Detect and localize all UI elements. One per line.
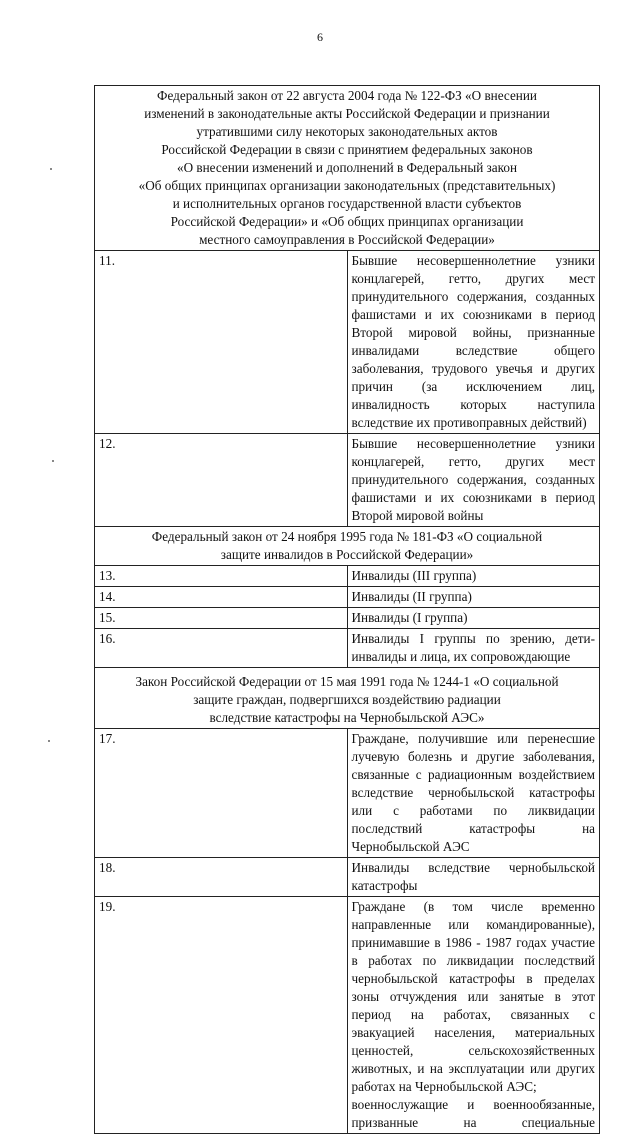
benefits-table — [94, 85, 600, 1134]
row-number: 18. — [95, 858, 348, 897]
header-line: защите граждан, подвергшихся воздействию радиации — [193, 692, 501, 707]
section-header-law-122fz — [95, 86, 600, 251]
table-row — [95, 251, 600, 434]
section-header-law-181fz — [95, 527, 600, 566]
section-header-row — [95, 527, 600, 566]
row-text: Бывшие несовершеннолетние узники концлагерей, гетто, других мест принудительного содержания, созданных фашистами и их союзниками в период Второй мировой войны — [347, 434, 600, 527]
header-line: и исполнительных органов государственной власти субъектов — [172, 196, 522, 211]
header-line: утратившими силу некоторых законодательных актов — [196, 124, 498, 139]
row-paragraph: Граждане (в том числе временно направленные или командированные), принимавшие в 1986 - 1987 годах участие в работах по ликвидации последствий чернобыльской катастрофы в пределах зоны отчуждения или занятые в этот период на работах, связанных с эвакуацией населения, материальных ценностей, сельскохозяйственных животных, и на эксплуатации или других работах на Чернобыльской АЭС; — [351, 899, 595, 1094]
row-text: Граждане, получившие или перенесшие лучевую болезнь и другие заболевания, связанные с радиационным воздействием вследствие чернобыльской катастрофы или с работами по ликвидации последствий катастрофы на Чернобыльской АЭС — [347, 729, 600, 858]
row-text: Бывшие несовершеннолетние узники концлагерей, гетто, других мест принудительного содержания, созданных фашистами и их союзниками в период Второй мировой войны, признанные инвалидами вследствие общего заболевания, трудового увечья и других причин (за исключением лиц, инвалидность которых наступила вследствие их противоправных действий) — [347, 251, 600, 434]
scan-speck — [48, 740, 50, 742]
table-row — [95, 608, 600, 629]
row-text: Инвалиды (III группа) — [347, 566, 600, 587]
row-number: 17. — [95, 729, 348, 858]
scan-speck — [52, 460, 54, 462]
section-header-row — [95, 86, 600, 251]
table-row — [95, 729, 600, 858]
header-line: местного самоуправления в Российской Федерации» — [199, 232, 495, 247]
header-line: «О внесении изменений и дополнений в Федеральный закон — [176, 160, 518, 175]
table-row — [95, 566, 600, 587]
row-paragraph: военнослужащие и военнообязанные, призванные на специальные — [351, 1097, 595, 1130]
header-line: Федеральный закон от 24 ноября 1995 года № 181-ФЗ «О социальной — [151, 529, 543, 544]
row-number: 12. — [95, 434, 348, 527]
row-number: 11. — [95, 251, 348, 434]
table-row — [95, 587, 600, 608]
row-text: Инвалиды вследствие чернобыльской катастрофы — [347, 858, 600, 897]
row-number: 16. — [95, 629, 348, 668]
row-number: 14. — [95, 587, 348, 608]
section-header-law-1244-1 — [95, 668, 600, 729]
row-text: Инвалиды (I группа) — [347, 608, 600, 629]
scan-speck — [50, 168, 52, 170]
header-line: «Об общих принципах организации законодательных (представительных) — [138, 178, 556, 193]
row-number: 13. — [95, 566, 348, 587]
row-text: Инвалиды I группы по зрению, дети-инвалиды и лица, их сопровождающие — [347, 629, 600, 668]
header-line: защите инвалидов в Российской Федерации» — [220, 547, 474, 562]
header-line: Федеральный закон от 22 августа 2004 года № 122-ФЗ «О внесении — [157, 88, 537, 103]
header-line: Российской Федерации» и «Об общих принципах организации — [170, 214, 524, 229]
row-number: 19. — [95, 897, 348, 1134]
page-number: 6 — [317, 30, 323, 44]
header-line: вследствие катастрофы на Чернобыльской АЭС» — [209, 710, 485, 725]
table-row — [95, 434, 600, 527]
header-line: изменений в законодательные акты Российской Федерации и признании — [144, 106, 550, 121]
section-header-row — [95, 668, 600, 729]
row-text: Инвалиды (II группа) — [347, 587, 600, 608]
header-line: Закон Российской Федерации от 15 мая 1991 года № 1244-1 «О социальной — [135, 674, 559, 689]
table-row — [95, 897, 600, 1134]
table-row — [95, 629, 600, 668]
row-text — [347, 897, 600, 1134]
header-line: Российской Федерации в связи с принятием федеральных законов — [161, 142, 533, 157]
table-row — [95, 858, 600, 897]
row-number: 15. — [95, 608, 348, 629]
